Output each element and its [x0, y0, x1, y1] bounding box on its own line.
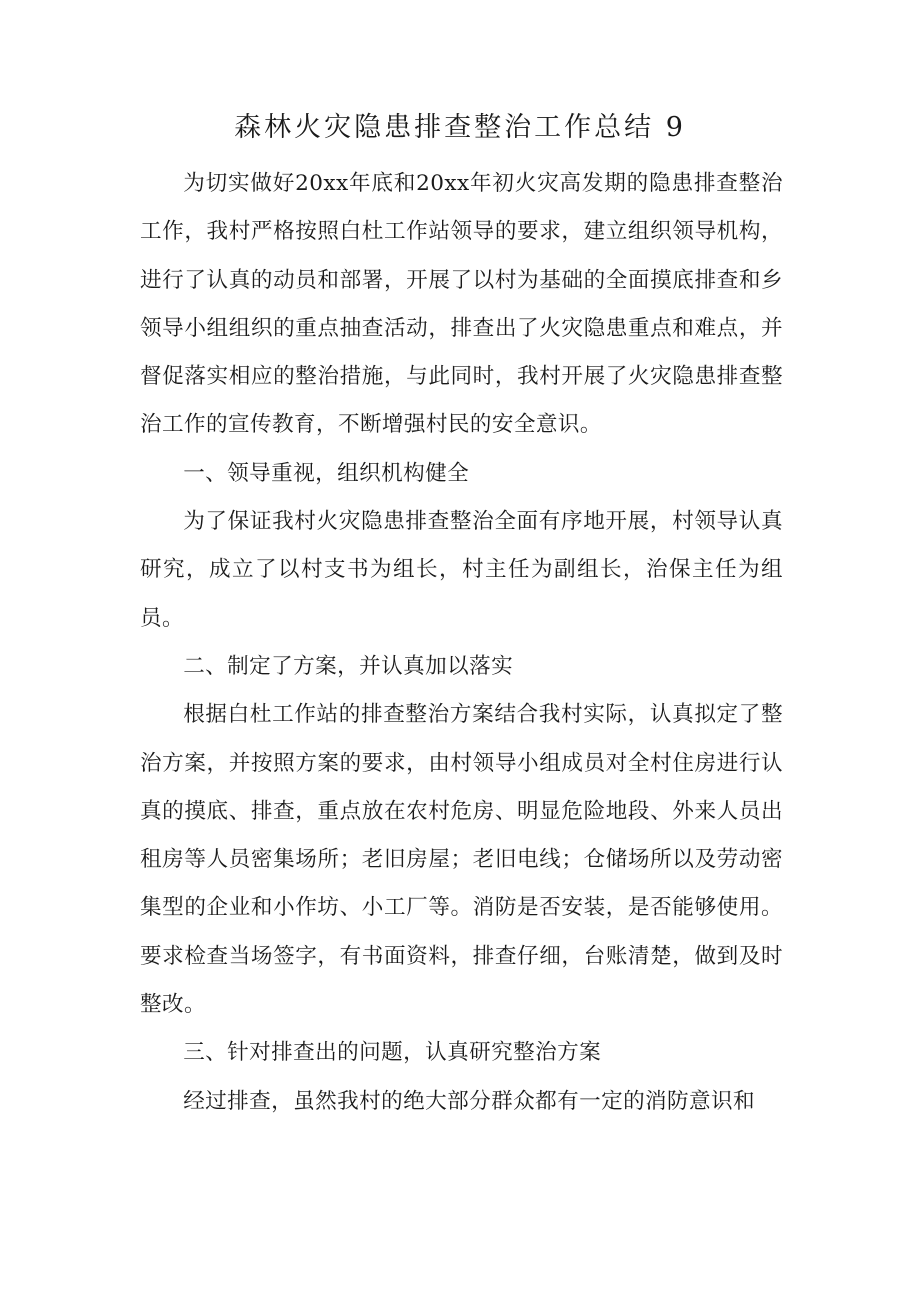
- section-body-3: 经过排查，虽然我村的绝大部分群众都有一定的消防意识和: [183, 1088, 756, 1114]
- intro-paragraph: 为切实做好20xx年底和20xx年初火灾高发期的隐患排查整治工作，我村严格按照白杜工作站领导的要求，建立组织领导机构，进行了认真的动员和部署，开展了以村为基础的全面摸底排查和乡领导小组组织的重点抽查活动，排查出了火灾隐患重点和难点，并督促落实相应的整治措施，与此同时，我村开展了火灾隐患排查整治工作的宣传教育，不断增强村民的安全意识。: [140, 171, 783, 438]
- document-title: 森林火灾隐患排查整治工作总结 9: [234, 112, 686, 143]
- section-heading-3: 三、针对排查出的问题，认真研究整治方案: [183, 1040, 602, 1066]
- section-heading-1: 一、领导重视，组织机构健全: [183, 460, 470, 486]
- section-heading-2: 二、制定了方案，并认真加以落实: [183, 653, 514, 679]
- section-body-2: 根据白杜工作站的排查整治方案结合我村实际，认真拟定了整治方案，并按照方案的要求，由村领导小组成员对全村住房进行认真的摸底、排查，重点放在农村危房、明显危险地段、外来人员出租房等人员密集场所；老旧房屋；老旧电线；仓储场所以及劳动密集型的企业和小作坊、小工厂等。消防是否安装，是否能够使用。要求检查当场签字，有书面资料，排查仔细，台账清楚，做到及时整改。: [140, 702, 783, 1018]
- section-body-1: 为了保证我村火灾隐患排查整治全面有序地开展，村领导认真研究，成立了以村支书为组长，村主任为副组长，治保主任为组员。: [140, 509, 783, 631]
- document-body: [140, 160, 783, 1126]
